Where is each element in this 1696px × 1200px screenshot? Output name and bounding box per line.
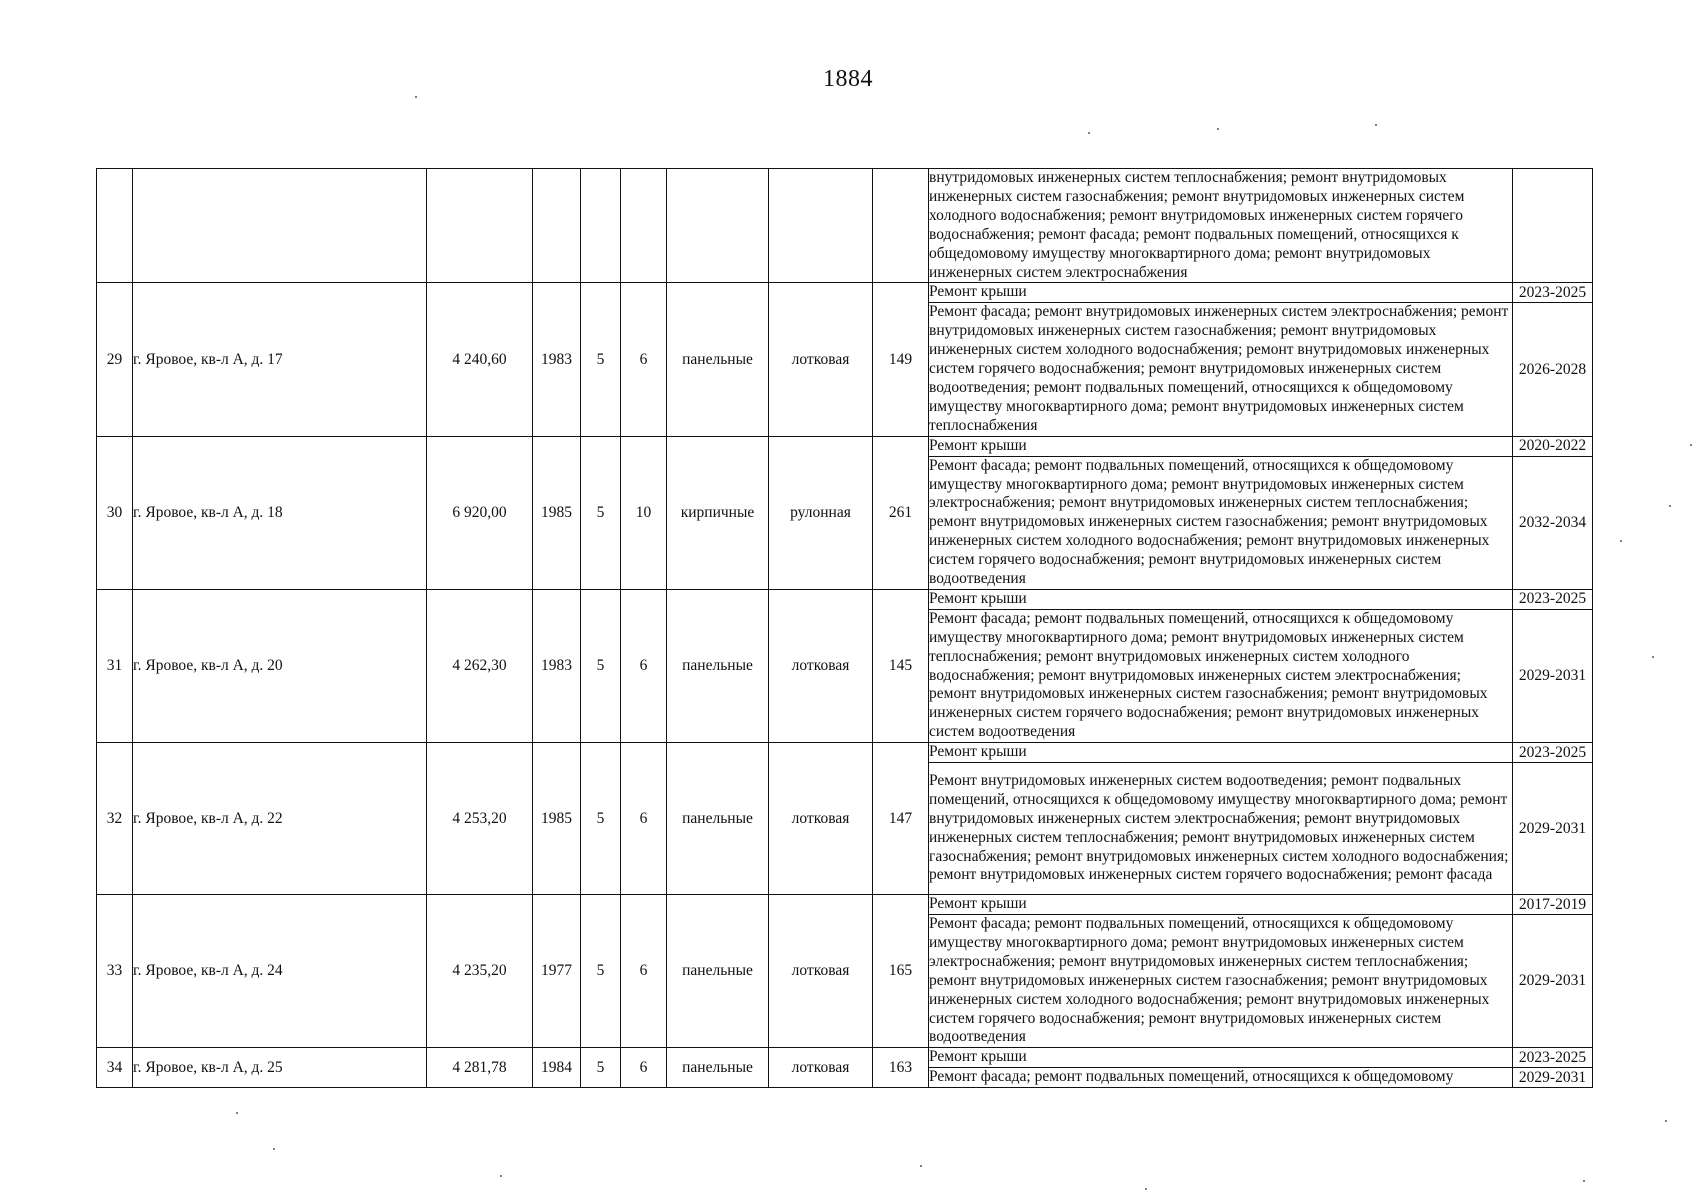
- cell-residents: 163: [873, 1048, 929, 1088]
- cell-floors: 5: [581, 1048, 621, 1088]
- cell-walls: панельные: [667, 283, 769, 436]
- cell-roof: лотковая: [769, 1048, 873, 1088]
- cell-walls: панельные: [667, 1048, 769, 1088]
- cell-address: г. Яровое, кв-л А, д. 22: [133, 743, 427, 895]
- scan-speck: [1088, 132, 1090, 134]
- scan-speck: [920, 1165, 922, 1167]
- cell-work: Ремонт фасада; ремонт подвальных помещений, относящихся к общедомовому: [929, 1068, 1513, 1088]
- cell-year: 1977: [533, 895, 581, 1048]
- scan-speck: [1217, 128, 1219, 130]
- cell-num: 34: [97, 1048, 133, 1088]
- cell-num: 32: [97, 743, 133, 895]
- cell-work: Ремонт фасада; ремонт подвальных помещений, относящихся к общедомовому имуществу многоквартирного дома; ремонт внутридомовых инженерных систем электроснабжения; ремонт внутридомовых инженерных систем теплоснабжения; ремонт внутридомовых инженерных систем газоснабжения; ремонт внутридомовых инженерных систем холодного водоснабжения; ремонт внутридомовых инженерных систем горячего водоснабжения; ремонт внутридомовых инженерных систем водоотведения: [929, 456, 1513, 589]
- cell-floors: 5: [581, 589, 621, 742]
- repair-program-table: [96, 168, 1593, 1088]
- cell-work: Ремонт крыши: [929, 283, 1513, 303]
- cell-period: 2029-2031: [1513, 915, 1593, 1048]
- cell-num: 29: [97, 283, 133, 436]
- cell-work: Ремонт фасада; ремонт подвальных помещений, относящихся к общедомовому имуществу многоквартирного дома; ремонт внутридомовых инженерных систем электроснабжения; ремонт внутридомовых инженерных систем теплоснабжения; ремонт внутридомовых инженерных систем газоснабжения; ремонт внутридомовых инженерных систем холодного водоснабжения; ремонт внутридомовых инженерных систем горячего водоснабжения; ремонт внутридомовых инженерных систем водоотведения: [929, 915, 1513, 1048]
- cell-address: г. Яровое, кв-л А, д. 18: [133, 436, 427, 589]
- cell-year: 1985: [533, 436, 581, 589]
- cell-period-empty: [1513, 169, 1593, 283]
- cell-entrances: 6: [621, 283, 667, 436]
- cell-work: Ремонт крыши: [929, 1048, 1513, 1068]
- table-row: [97, 436, 1593, 456]
- scan-speck: [1652, 656, 1654, 658]
- cell-address: г. Яровое, кв-л А, д. 17: [133, 283, 427, 436]
- cell-area: 4 262,30: [427, 589, 533, 742]
- table-row: [97, 589, 1593, 609]
- scan-speck: [415, 96, 417, 98]
- cell-roof: лотковая: [769, 283, 873, 436]
- cell-period: 2023-2025: [1513, 743, 1593, 763]
- cell-work: Ремонт крыши: [929, 436, 1513, 456]
- cell-residents: 165: [873, 895, 929, 1048]
- cell-work: Ремонт крыши: [929, 895, 1513, 915]
- scan-speck: [1690, 444, 1692, 446]
- scan-speck: [236, 1112, 238, 1114]
- cell-year-empty: [533, 169, 581, 283]
- cell-residents: 147: [873, 743, 929, 895]
- table-row: [97, 283, 1593, 303]
- cell-roof: лотковая: [769, 743, 873, 895]
- cell-work: Ремонт крыши: [929, 589, 1513, 609]
- cell-period: 2026-2028: [1513, 303, 1593, 436]
- page-number: 1884: [823, 66, 873, 92]
- cell-work-continuation: внутридомовых инженерных систем теплоснабжения; ремонт внутридомовых инженерных систем газоснабжения; ремонт внутридомовых инженерных систем холодного водоснабжения; ремонт внутридомовых инженерных систем горячего водоснабжения; ремонт фасада; ремонт подвальных помещений, относящихся к общедомовому имуществу многоквартирного дома; ремонт внутридомовых инженерных систем электроснабжения: [929, 169, 1513, 283]
- cell-period: 2032-2034: [1513, 456, 1593, 589]
- table-row-continuation: [97, 169, 1593, 283]
- cell-floors: 5: [581, 283, 621, 436]
- cell-work: Ремонт фасада; ремонт подвальных помещений, относящихся к общедомовому имуществу многоквартирного дома; ремонт внутридомовых инженерных систем теплоснабжения; ремонт внутридомовых инженерных систем холодного водоснабжения; ремонт внутридомовых инженерных систем электроснабжения; ремонт внутридомовых инженерных систем газоснабжения; ремонт внутридомовых инженерных систем горячего водоснабжения; ремонт внутридомовых инженерных систем водоотведения: [929, 609, 1513, 742]
- cell-roof: лотковая: [769, 589, 873, 742]
- cell-entrances-empty: [621, 169, 667, 283]
- table-row: [97, 1048, 1593, 1068]
- cell-address: г. Яровое, кв-л А, д. 20: [133, 589, 427, 742]
- cell-walls: панельные: [667, 895, 769, 1048]
- cell-period: 2029-2031: [1513, 609, 1593, 742]
- cell-entrances: 6: [621, 1048, 667, 1088]
- cell-num-empty: [97, 169, 133, 283]
- cell-floors-empty: [581, 169, 621, 283]
- cell-area: 4 281,78: [427, 1048, 533, 1088]
- cell-roof-empty: [769, 169, 873, 283]
- cell-entrances: 6: [621, 895, 667, 1048]
- cell-walls-empty: [667, 169, 769, 283]
- cell-period: 2017-2019: [1513, 895, 1593, 915]
- cell-walls: панельные: [667, 589, 769, 742]
- cell-entrances: 6: [621, 743, 667, 895]
- cell-work: Ремонт фасада; ремонт внутридомовых инженерных систем электроснабжения; ремонт внутридомовых инженерных систем газоснабжения; ремонт внутридомовых инженерных систем холодного водоснабжения; ремонт внутридомовых инженерных систем горячего водоснабжения; ремонт внутридомовых инженерных систем водоотведения; ремонт подвальных помещений, относящихся к общедомовому имуществу многоквартирного дома; ремонт внутридомовых инженерных систем теплоснабжения: [929, 303, 1513, 436]
- scan-speck: [500, 1175, 502, 1177]
- cell-num: 30: [97, 436, 133, 589]
- cell-area: 4 253,20: [427, 743, 533, 895]
- scan-speck: [1620, 540, 1622, 542]
- cell-work: Ремонт внутридомовых инженерных систем водоотведения; ремонт подвальных помещений, относящихся к общедомовому имуществу многоквартирного дома; ремонт внутридомовых инженерных систем электроснабжения; ремонт внутридомовых инженерных систем теплоснабжения; ремонт внутридомовых инженерных систем газоснабжения; ремонт внутридомовых инженерных систем холодного водоснабжения; ремонт внутридомовых инженерных систем горячего водоснабжения; ремонт фасада: [929, 763, 1513, 895]
- cell-period: 2029-2031: [1513, 1068, 1593, 1088]
- table-row: [97, 895, 1593, 915]
- cell-address: г. Яровое, кв-л А, д. 24: [133, 895, 427, 1048]
- scan-speck: [1145, 1188, 1147, 1190]
- cell-walls: панельные: [667, 743, 769, 895]
- cell-address: г. Яровое, кв-л А, д. 25: [133, 1048, 427, 1088]
- cell-roof: лотковая: [769, 895, 873, 1048]
- cell-area: 4 235,20: [427, 895, 533, 1048]
- scan-speck: [1669, 505, 1671, 507]
- cell-period: 2029-2031: [1513, 763, 1593, 895]
- cell-period: 2020-2022: [1513, 436, 1593, 456]
- cell-num: 33: [97, 895, 133, 1048]
- cell-roof: рулонная: [769, 436, 873, 589]
- cell-year: 1985: [533, 743, 581, 895]
- cell-floors: 5: [581, 743, 621, 895]
- cell-residents-empty: [873, 169, 929, 283]
- cell-area: 4 240,60: [427, 283, 533, 436]
- cell-year: 1984: [533, 1048, 581, 1088]
- cell-year: 1983: [533, 283, 581, 436]
- cell-residents: 145: [873, 589, 929, 742]
- cell-entrances: 10: [621, 436, 667, 589]
- cell-period: 2023-2025: [1513, 589, 1593, 609]
- cell-residents: 149: [873, 283, 929, 436]
- cell-period: 2023-2025: [1513, 283, 1593, 303]
- cell-residents: 261: [873, 436, 929, 589]
- cell-walls: кирпичные: [667, 436, 769, 589]
- cell-work: Ремонт крыши: [929, 743, 1513, 763]
- cell-period: 2023-2025: [1513, 1048, 1593, 1068]
- scan-speck: [1665, 1120, 1667, 1122]
- scan-speck: [273, 1148, 275, 1150]
- cell-floors: 5: [581, 895, 621, 1048]
- scan-speck: [1583, 1180, 1585, 1182]
- cell-entrances: 6: [621, 589, 667, 742]
- cell-floors: 5: [581, 436, 621, 589]
- cell-area: 6 920,00: [427, 436, 533, 589]
- table-row: [97, 743, 1593, 763]
- scan-speck: [1375, 124, 1377, 126]
- cell-address-empty: [133, 169, 427, 283]
- cell-year: 1983: [533, 589, 581, 742]
- cell-num: 31: [97, 589, 133, 742]
- cell-area-empty: [427, 169, 533, 283]
